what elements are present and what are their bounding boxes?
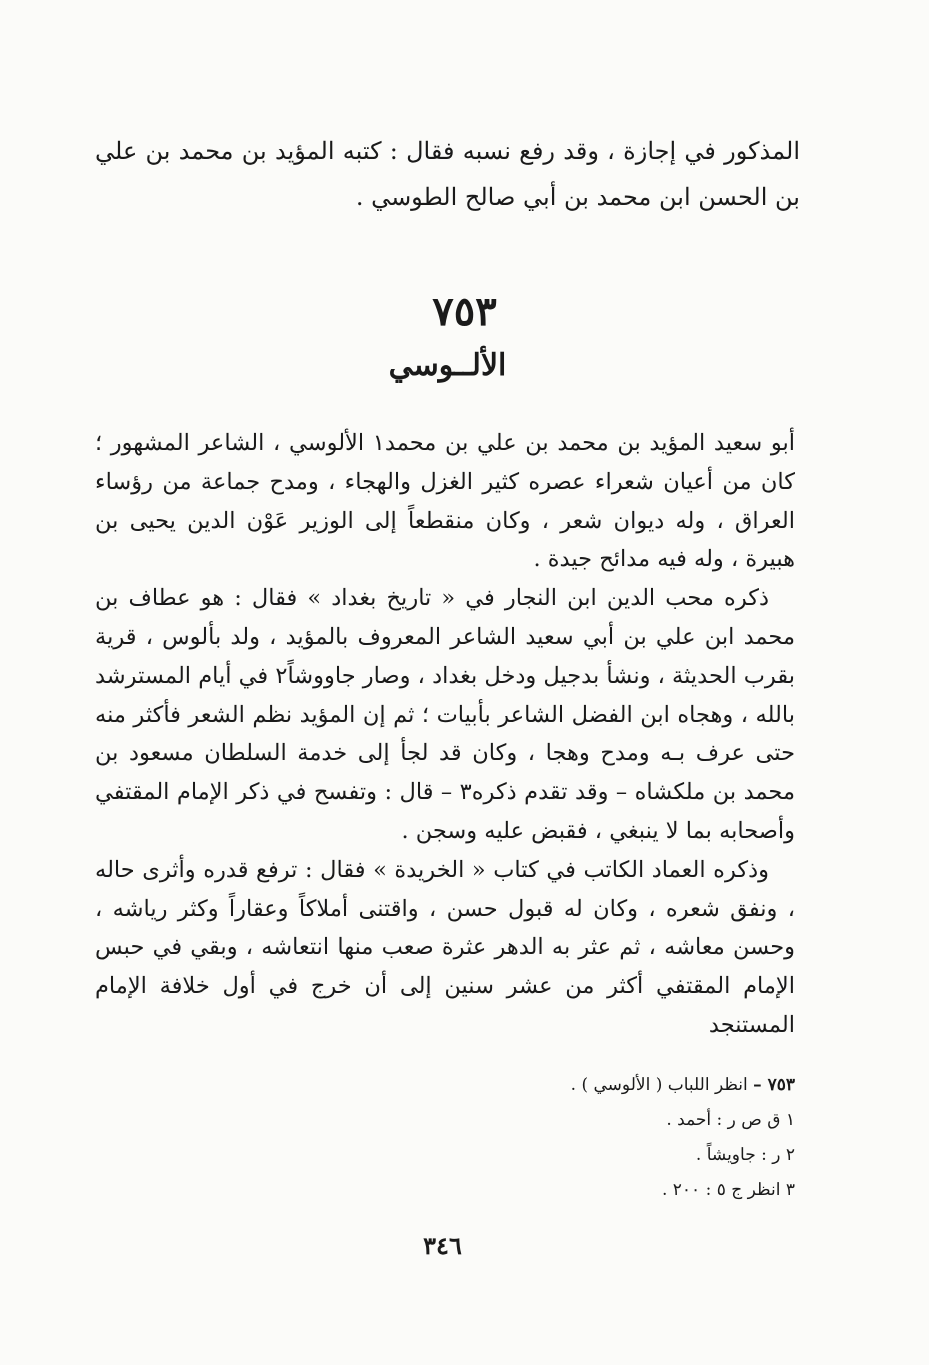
- footnotes: [420, 1068, 795, 1208]
- entry-number: ٧٥٣: [432, 288, 497, 335]
- entry-title: الألــوسي: [388, 348, 507, 383]
- footnote-1: ١ ق ص ر : أحمد .: [666, 1110, 795, 1130]
- footnote-3: ٣ انظر ج ٥ : ٢٠٠ .: [661, 1180, 795, 1200]
- footnote-main-label: ٧٥٣ –: [753, 1075, 795, 1095]
- body-paragraph-2: ذكره محب الدين ابن النجار في « تاريخ بغداد » فقال : هو عطاف بن محمد ابن علي بن أبي سعيد الشاعر المعروف بالمؤيد ، ولد بألوس ، قرية بقرب الحديثة ، ونشأ بدجيل ودخل بغداد ، وصار جاووشاً٢ في أيام المسترشد بالله ، وهجاه ابن الفضل الشاعر بأبيات ؛ ثم إن المؤيد نظم الشعر فأكثر منه حتى عرف بـه ومدح وهجا ، وكان قد لجأ إلى خدمة السلطان مسعود بن محمد بن ملكشاه – وقد تقدم ذكره٣ – قال : وتفسح في ذكر الإمام المقتفي وأصحابه بما لا ينبغي ، فقبض عليه وسجن .: [95, 585, 795, 844]
- body-paragraph-1: أبو سعيد المؤيد بن محمد بن علي بن محمد١ الألوسي ، الشاعر المشهور ؛ كان من أعيان شعراء عصره كثير الغزل والهجاء ، ومدح جماعة من رؤساء العراق ، وله ديوان شعر ، وكان منقطعاً إلى الوزير عَوْن الدين يحيى بن هبيرة ، وله فيه مدائح جيدة .: [95, 430, 795, 573]
- entry-body: [95, 424, 795, 1045]
- footnote-main: [420, 1068, 795, 1103]
- body-paragraph-3: وذكره العماد الكاتب في كتاب « الخريدة » فقال : ترفع قدره وأثرى حاله ، ونفق شعره ، وكان له قبول حسن ، واقتنى أملاكاً وعقاراً وكثر رياشه ، وحسن معاشه ، ثم عثر به الدهر عثرة صعب منها انتعاشه ، وبقي في حبس الإمام المقتفي أكثر من عشر سنين إلى أن خرج في أول خلافة الإمام المستنجد: [95, 856, 795, 1038]
- intro-paragraph: المذكور في إجازة ، وقد رفع نسبه فقال : كتبه المؤيد بن محمد بن علي بن الحسن ابن محمد بن أبي صالح الطوسي .: [95, 137, 800, 211]
- footnote-2: ٢ ر : جاويشاً .: [695, 1145, 795, 1165]
- footnote-main-text: انظر اللباب ( الألوسي ) .: [570, 1075, 748, 1095]
- page-number: ٣٤٦: [423, 1231, 462, 1260]
